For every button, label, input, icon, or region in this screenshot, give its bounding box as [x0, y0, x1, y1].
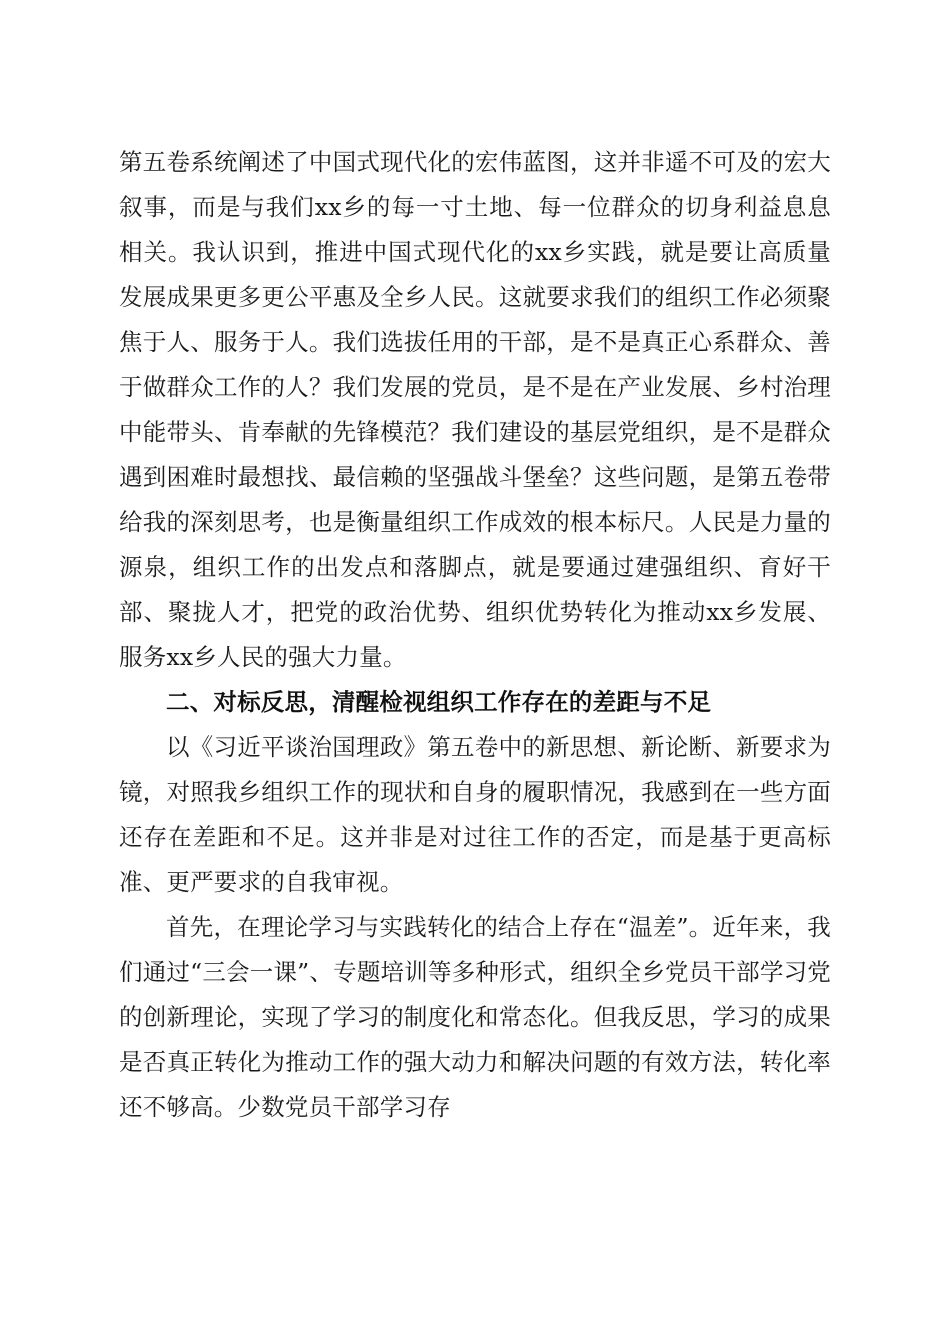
paragraph-3: 首先，在理论学习与实践转化的结合上存在“温差”。近年来，我们通过“三会一课”、专题培训等多种形式，组织全乡党员干部学习党的创新理论，实现了学习的制度化和常态化。但我反思，学习的成果是否真正转化为推动工作的强大动力和解决问题的有效方法，转化率还不够高。少数党员干部学习存: [119, 913, 831, 1121]
paragraph-1: 第五卷系统阐述了中国式现代化的宏伟蓝图，这并非遥不可及的宏大叙事，而是与我们xx乡的每一寸土地、每一位群众的切身利益息息相关。我认识到，推进中国式现代化的xx乡实践，就是要让高质量发展成果更多更公平惠及全乡人民。这就要求我们的组织工作必须聚焦于人、服务于人。我们选拔任用的干部，是不是真正心系群众、善于做群众工作的人？我们发展的党员，是不是在产业发展、乡村治理中能带头、肯奉献的先锋模范？我们建设的基层党组织，是不是群众遇到困难时最想找、最信赖的坚强战斗堡垒？这些问题，是第五卷带给我的深刻思考，也是衡量组织工作成效的根本标尺。人民是力量的源泉，组织工作的出发点和落脚点，就是要通过建强组织、育好干部、聚拢人才，把党的政治优势、组织优势转化为推动xx乡发展、服务xx乡人民的强大力量。: [119, 148, 831, 671]
document-body: [119, 140, 831, 1130]
paragraph-2: 以《习近平谈治国理政》第五卷中的新思想、新论断、新要求为镜，对照我乡组织工作的现状和自身的履职情况，我感到在一些方面还存在差距和不足。这并非是对过往工作的否定，而是基于更高标准、更严要求的自我审视。: [119, 733, 831, 896]
section-heading: 二、对标反思，清醒检视组织工作存在的差距与不足: [166, 688, 712, 716]
